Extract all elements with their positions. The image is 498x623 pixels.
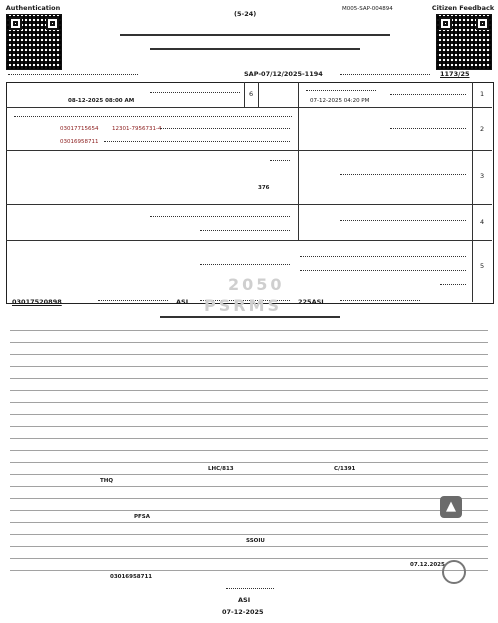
- officer-name-3: [340, 296, 420, 301]
- officer-phone-signature: 03017520898: [12, 298, 62, 306]
- meta-urdu-right: [340, 70, 430, 75]
- row-5-value: [200, 260, 290, 265]
- row-divider: [6, 107, 492, 108]
- col-divider: [244, 82, 245, 108]
- header-title-line-2: [150, 44, 360, 50]
- row-number: 4: [480, 218, 485, 226]
- watermark-text: PSRMS: [204, 296, 283, 315]
- officer-rank-2: 225ASI: [298, 298, 324, 306]
- row-number: 2: [480, 125, 485, 133]
- officer-name-1: [98, 296, 168, 301]
- row-number: 1: [480, 90, 485, 98]
- citizen-feedback-label: Citizen Feedback: [431, 4, 495, 12]
- row-5-label-line-3: [440, 280, 466, 285]
- circle-button[interactable]: [442, 560, 466, 584]
- fir-number: 1173/25: [440, 70, 470, 78]
- col-divider: [258, 82, 259, 108]
- row-3-label: [340, 170, 466, 175]
- row-divider: [6, 150, 492, 151]
- doc-code: M005-SAP-004894: [342, 6, 393, 12]
- row-6-label: [150, 88, 240, 93]
- date-time-2: 08-12-2025 08:00 AM: [68, 98, 135, 104]
- authentication-qr-code: [6, 14, 62, 70]
- authentication-label: Authentication: [5, 4, 61, 12]
- row-2-label: [390, 124, 466, 129]
- body-ssoiu: SSOIU: [246, 538, 265, 544]
- complainant-cnic: 12301-7956731-4: [112, 126, 162, 132]
- offence-section: 376: [258, 185, 270, 191]
- row-5-label-line-2: [300, 266, 466, 271]
- date-time-1: 07-12-2025 04:20 PM: [310, 98, 370, 104]
- body-thq: THQ: [100, 478, 114, 484]
- complainant-phone: 03017715654: [60, 126, 99, 132]
- body-pfsa: PFSA: [134, 514, 151, 520]
- body-cnic-ref: C/1391: [334, 466, 356, 472]
- meta-urdu-left: [8, 70, 138, 75]
- thumbs-up-button[interactable]: ▲: [440, 496, 462, 518]
- col-divider: [472, 82, 473, 302]
- form-number: (5-24): [234, 10, 257, 18]
- header-title-line-1: [120, 30, 390, 36]
- row-divider: [6, 240, 492, 241]
- body-lhc-ref: LHC/813: [208, 466, 234, 472]
- col-divider: [298, 82, 299, 240]
- row-5-label-line-1: [300, 252, 466, 257]
- row-divider: [6, 204, 492, 205]
- sap-reference: SAP-07/12/2025-1194: [244, 70, 323, 78]
- offence-line: [270, 156, 290, 161]
- signature-name: [226, 584, 274, 589]
- officer-line: [104, 137, 290, 142]
- place-line-1: [150, 212, 290, 217]
- row-1-label: [390, 90, 466, 95]
- body-date: 07.12.2025: [410, 562, 445, 568]
- complainant-address: [160, 124, 290, 129]
- body-phone: 03016958711: [110, 574, 153, 580]
- complainant-line-1: [14, 112, 292, 117]
- footer-rank: ASI: [238, 596, 251, 604]
- citizen-feedback-qr-code: [436, 14, 492, 70]
- row-number: 6: [249, 90, 254, 98]
- officer-phone: 03016958711: [60, 139, 99, 145]
- row-1-value: [306, 86, 376, 91]
- place-line-2: [200, 226, 290, 231]
- row-4-label: [340, 216, 466, 221]
- footer-date: 07-12-2025: [222, 608, 264, 616]
- row-number: 5: [480, 262, 485, 270]
- officer-rank-1: ASI: [176, 298, 189, 306]
- watermark-number: 2050: [228, 275, 285, 294]
- row-number: 3: [480, 172, 485, 180]
